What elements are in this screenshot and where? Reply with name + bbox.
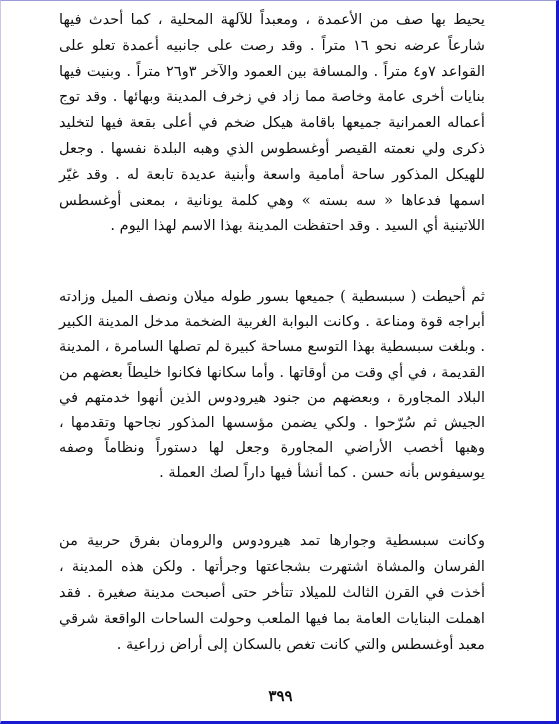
paragraph-1: يحيط بها صف من الأعمدة ، ومعبداً للآلهة المحلية ، كما أحدث فيها شارعاً عرضه نحو ١٦ متراً . وقد رصت على جانبيه أعمدة تعلو على القواعد ٧و٤ متراً . والمسافة بين العمود والآخر ٣و٢٦ متراً . وبنيت فيها بنايات أخرى عامة وخاصة مما زاد في زخرف المدينة وبهائها . وقد توج أعماله العمرانية جميعها باقامة هيكل ضخم في أعلى بقعة فيها لتخليد ذكرى ولي نعمته القيصر أوغسطوس الذي وهبه البلدة نفسها . وجعل للهيكل المذكور ساحة أمامية واسعة وأبنية عديدة تابعة له . وقد غيّر اسمها فدعاها « سه بسته » وهي كلمة يونانية ، بمعنى أوغسطس اللاتينية أي السيد . وقد احتفظت المدينة بهذا الاسم لهذا اليوم . (59, 11, 486, 235)
paragraph-3: وكانت سبسطية وجوارها تمد هيرودوس والرومان بفرق حربية من الفرسان والمشاة اشتهرت بشجاعتها وجرأتها . ولكن هذه المدينة ، أخذت في القرن الثالث للميلاد تتأخر حتى أصبحت مدينة صغيرة . فقد اهملت البنايات العامة بما فيها الملعب وحولت الساحات الواقعة شرقي معبد أوغسطس والتي كانت تغص بالسكان إلى أراض زراعية . (59, 532, 485, 653)
page-number: ٣٩٩ (268, 687, 293, 705)
paragraph-2: ثم أحيطت ( سبسطية ) جميعها بسور طوله ميلان ونصف الميل وزادته أبراجه قوة ومناعة . وكانت البوابة الغربية الضخمة مدخل المدينة الكبير . وبلغت سبسطية بهذا التوسع مساحة كبيرة لم تصلها السامرة ، المدينة القديمة ، في أي وقت من أوقاتها . وأما سكانها فكانوا خليطاً بعضهم من البلاد المجاورة ، وبعضهم من جنود هيرودوس الذين أنهوا خدمتهم في الجيش ثم سُرّحوا . ولكي يضمن مؤسسها المذكور نجاحها وتقدمها ، وهبها أخصب الأراضي المجاورة وجعل لها دستوراً ونظاماً وصفه يوسيفوس بأنه حسن . كما أنشأ فيها داراً لصك العملة . (59, 288, 485, 482)
